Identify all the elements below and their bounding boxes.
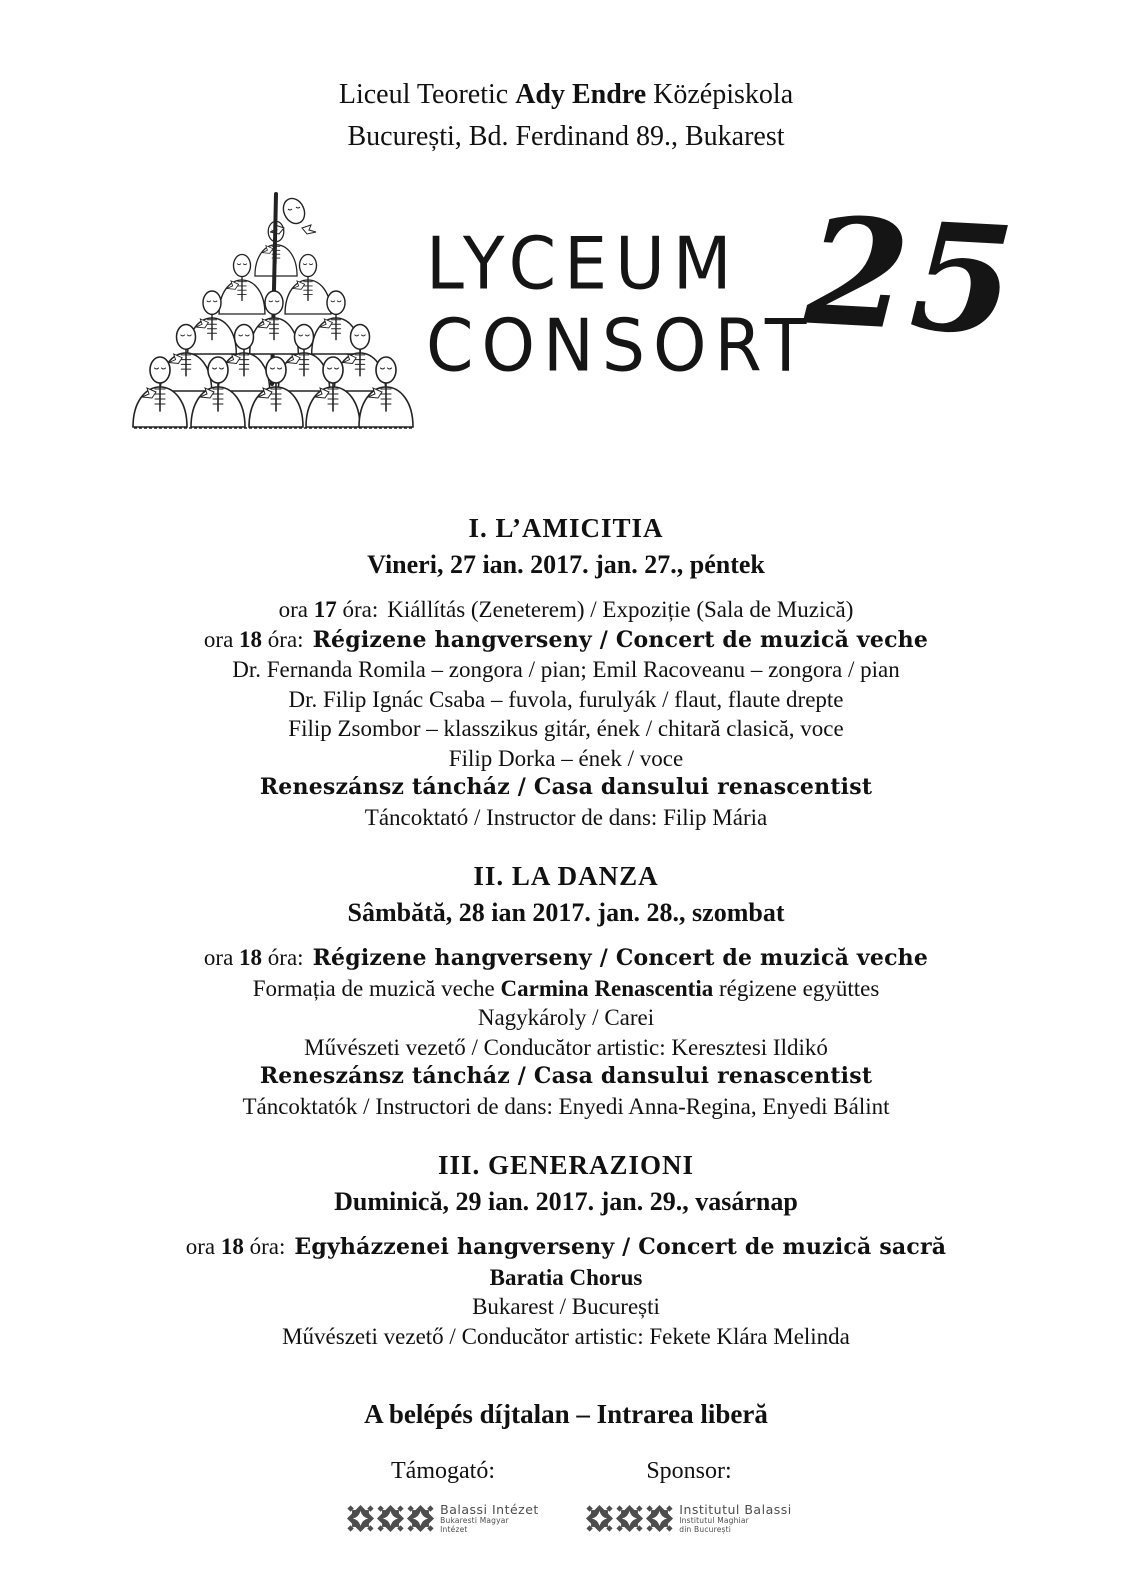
- logo-subtitle: Intézet: [440, 1524, 468, 1534]
- brand-row: [0, 184, 1132, 436]
- event-time-concert: [0, 1232, 1132, 1263]
- rosette-icon: [377, 1505, 404, 1532]
- time-word: ora: [203, 945, 234, 970]
- section-body: [0, 595, 1132, 832]
- logo-text-block: [440, 1503, 539, 1534]
- choir-city-line: Bukarest / București: [472, 1294, 660, 1319]
- event-title: Régizene hangverseny / Concert de muzică veche: [312, 945, 929, 971]
- dance-instructors-line: Táncoktatók / Instructori de dans: Enyedi Anna-Regina, Enyedi Bálint: [242, 1093, 890, 1119]
- choir-illustration: [126, 184, 420, 432]
- time-word: ora: [278, 597, 308, 622]
- logo-title: Balassi Intézet: [440, 1502, 539, 1517]
- dance-house-line: Reneszánsz táncház / Casa dansului renascentist: [259, 1063, 873, 1089]
- section-heading: III. GENERAZIONI: [437, 1150, 695, 1180]
- school-address-line: București, Bd. Ferdinand 89., Bukarest: [347, 121, 785, 152]
- event-title: Régizene hangverseny / Concert de muzică veche: [312, 626, 929, 653]
- supporter-label: Támogató:: [391, 1458, 495, 1484]
- section-body: [0, 943, 1132, 1121]
- rosette-icon: [586, 1505, 613, 1532]
- rosette-icon: [616, 1505, 643, 1532]
- choir-name-line: [0, 1263, 1132, 1293]
- event-time-concert: [0, 625, 1132, 656]
- school-name-prefix: Liceul Teoretic: [338, 79, 509, 110]
- event-title: Egyházzenei hangverseny / Concert de muzică sacră: [294, 1234, 947, 1260]
- poster-title: [426, 222, 815, 389]
- dance-house-line: Reneszánsz táncház / Casa dansului renascentist: [259, 774, 873, 800]
- section-date: Vineri, 27 ian. 2017. jan. 27., péntek: [367, 550, 765, 579]
- time-word-hu: óra:: [249, 1234, 286, 1259]
- section-body: [0, 1232, 1132, 1351]
- ensemble-suffix: régizene együttes: [718, 975, 880, 1001]
- logo-subtitle: din București: [679, 1524, 732, 1534]
- time-word-hu: óra:: [342, 597, 379, 622]
- section-amicitia: [0, 510, 1132, 832]
- artistic-director-line: Művészeti vezető / Conducător artistic: Fekete Klára Melinda: [282, 1323, 850, 1349]
- time-number: 18: [239, 945, 263, 970]
- balassi-institute-logo-ro: [573, 1503, 805, 1534]
- rosette-icon: [646, 1505, 673, 1532]
- performer-line: Filip Zsombor – klasszikus gitár, ének / chitară clasică, voce: [288, 716, 844, 741]
- time-word: ora: [185, 1234, 216, 1259]
- school-name-line: [0, 74, 1132, 116]
- program-sections: [0, 510, 1132, 1351]
- rosette-icon: [407, 1505, 434, 1532]
- sponsor-column: [573, 1455, 805, 1534]
- performer-line: Dr. Fernanda Romila – zongora / pian; Emil Racoveanu – zongora / pian: [232, 657, 900, 682]
- performer-line: Filip Dorka – ének / voce: [448, 745, 684, 771]
- school-name-bold: Ady Endre: [515, 79, 647, 110]
- ensemble-name: Carmina Renascentia: [500, 975, 714, 1001]
- school-name-suffix: Középiskola: [653, 79, 794, 110]
- dance-instructor-line: Táncoktató / Instructor de dans: Filip Mária: [364, 804, 768, 830]
- section-heading: I. L’AMICITIA: [468, 513, 664, 543]
- time-word-hu: óra:: [267, 626, 304, 652]
- ensemble-prefix: Formația de muzică veche: [252, 975, 495, 1001]
- section-generazioni: [0, 1147, 1132, 1351]
- section-la-danza: [0, 858, 1132, 1121]
- section-heading: II. LA DANZA: [473, 861, 659, 891]
- ensemble-city-line: Nagykároly / Carei: [477, 1005, 655, 1030]
- logo-text-block: [679, 1503, 791, 1534]
- event-title: Kiállítás (Zeneterem) / Expoziție (Sala de Muzică): [387, 597, 854, 622]
- anniversary-number: 25: [801, 183, 1021, 369]
- title-line-consort: CONSORT: [426, 304, 815, 389]
- supporter-column: [327, 1455, 559, 1534]
- choir-name: Baratia Chorus: [489, 1264, 643, 1290]
- performer-line: Dr. Filip Ignác Csaba – fuvola, furulyák / flaut, flaute drepte: [288, 686, 844, 712]
- balassi-institute-logo-hu: [327, 1503, 559, 1534]
- logo-subtitle: Bukaresti Magyar: [440, 1516, 509, 1525]
- event-time-exhibition: [0, 595, 1132, 625]
- sponsors-row: [0, 1455, 1132, 1534]
- section-date: Duminică, 29 ian. 2017. jan. 29., vasárnap: [334, 1187, 798, 1216]
- logo-subtitle: Institutul Maghiar: [679, 1516, 749, 1525]
- event-time-concert: [0, 943, 1132, 974]
- time-number: 18: [220, 1234, 244, 1259]
- title-line-lyceum: LYCEUM: [426, 222, 740, 307]
- ensemble-line: [0, 974, 1132, 1004]
- rosette-icons: [586, 1505, 673, 1532]
- section-date: Sâmbătă, 28 ian 2017. jan. 28., szombat: [347, 898, 785, 927]
- time-number: 17: [313, 597, 337, 622]
- logo-title: Institutul Balassi: [679, 1502, 792, 1517]
- time-word-hu: óra:: [267, 945, 304, 970]
- admission-line: A belépés díjtalan – Intrarea liberă: [364, 1399, 768, 1429]
- sponsor-label: Sponsor:: [646, 1458, 732, 1484]
- rosette-icons: [347, 1505, 434, 1532]
- school-header: [0, 0, 1132, 158]
- artistic-director-line: Művészeti vezető / Conducător artistic: Keresztesi Ildikó: [304, 1034, 828, 1060]
- time-number: 18: [239, 626, 263, 652]
- time-word: ora: [203, 626, 234, 652]
- rosette-icon: [347, 1505, 374, 1532]
